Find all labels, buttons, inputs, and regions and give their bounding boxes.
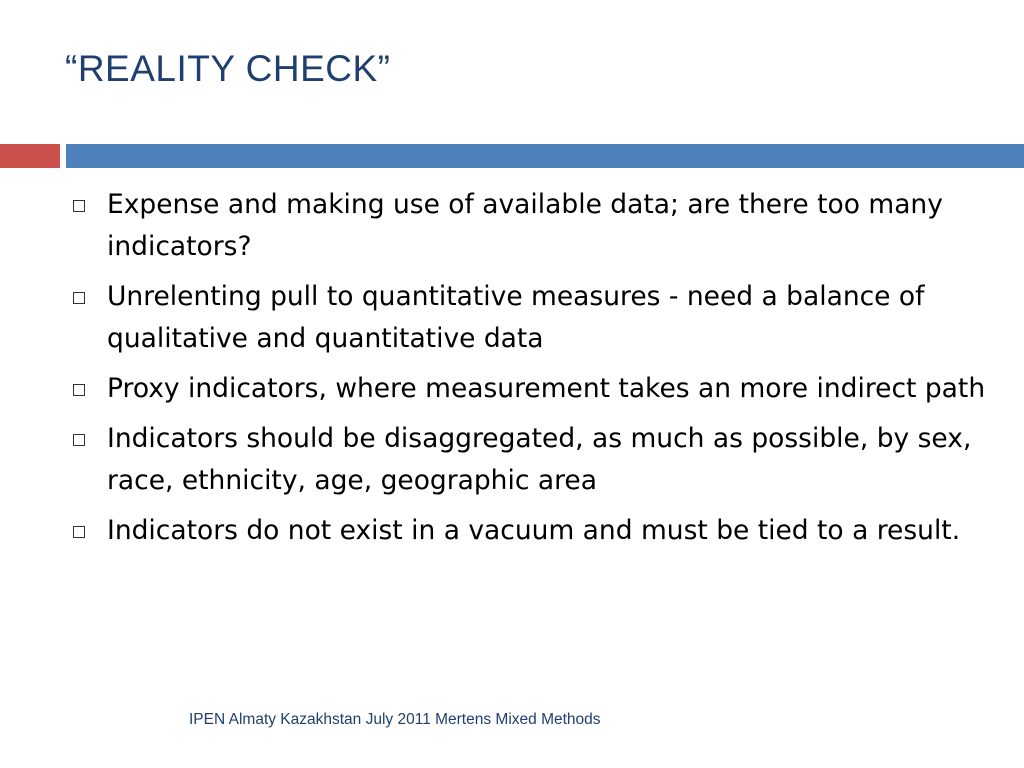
square-bullet-icon [73,434,85,446]
bullet-list [68,184,988,560]
bullet-text: Proxy indicators, where measurement takes an more indirect path [107,373,986,404]
accent-bar-blue [66,144,1024,168]
accent-bar-red [0,144,60,168]
bullet-text: Unrelenting pull to quantitative measures - need a balance of qualitative and quantitative data [107,281,925,354]
square-bullet-icon [73,526,85,538]
slide-footer: IPEN Almaty Kazakhstan July 2011 Mertens Mixed Methods [189,711,601,728]
bullet-item [68,184,988,268]
square-bullet-icon [73,292,85,304]
bullet-item [68,368,988,410]
square-bullet-icon [73,200,85,212]
square-bullet-icon [73,384,85,396]
bullet-item [68,276,988,360]
slide-title: “REALITY CHECK” [65,48,391,89]
bullet-text: Indicators should be disaggregated, as much as possible, by sex, race, ethnicity, age, geographic area [107,423,972,496]
bullet-text: Indicators do not exist in a vacuum and must be tied to a result. [107,515,961,546]
bullet-item [68,510,988,552]
bullet-item [68,418,988,502]
bullet-text: Expense and making use of available data; are there too many indicators? [107,189,943,262]
